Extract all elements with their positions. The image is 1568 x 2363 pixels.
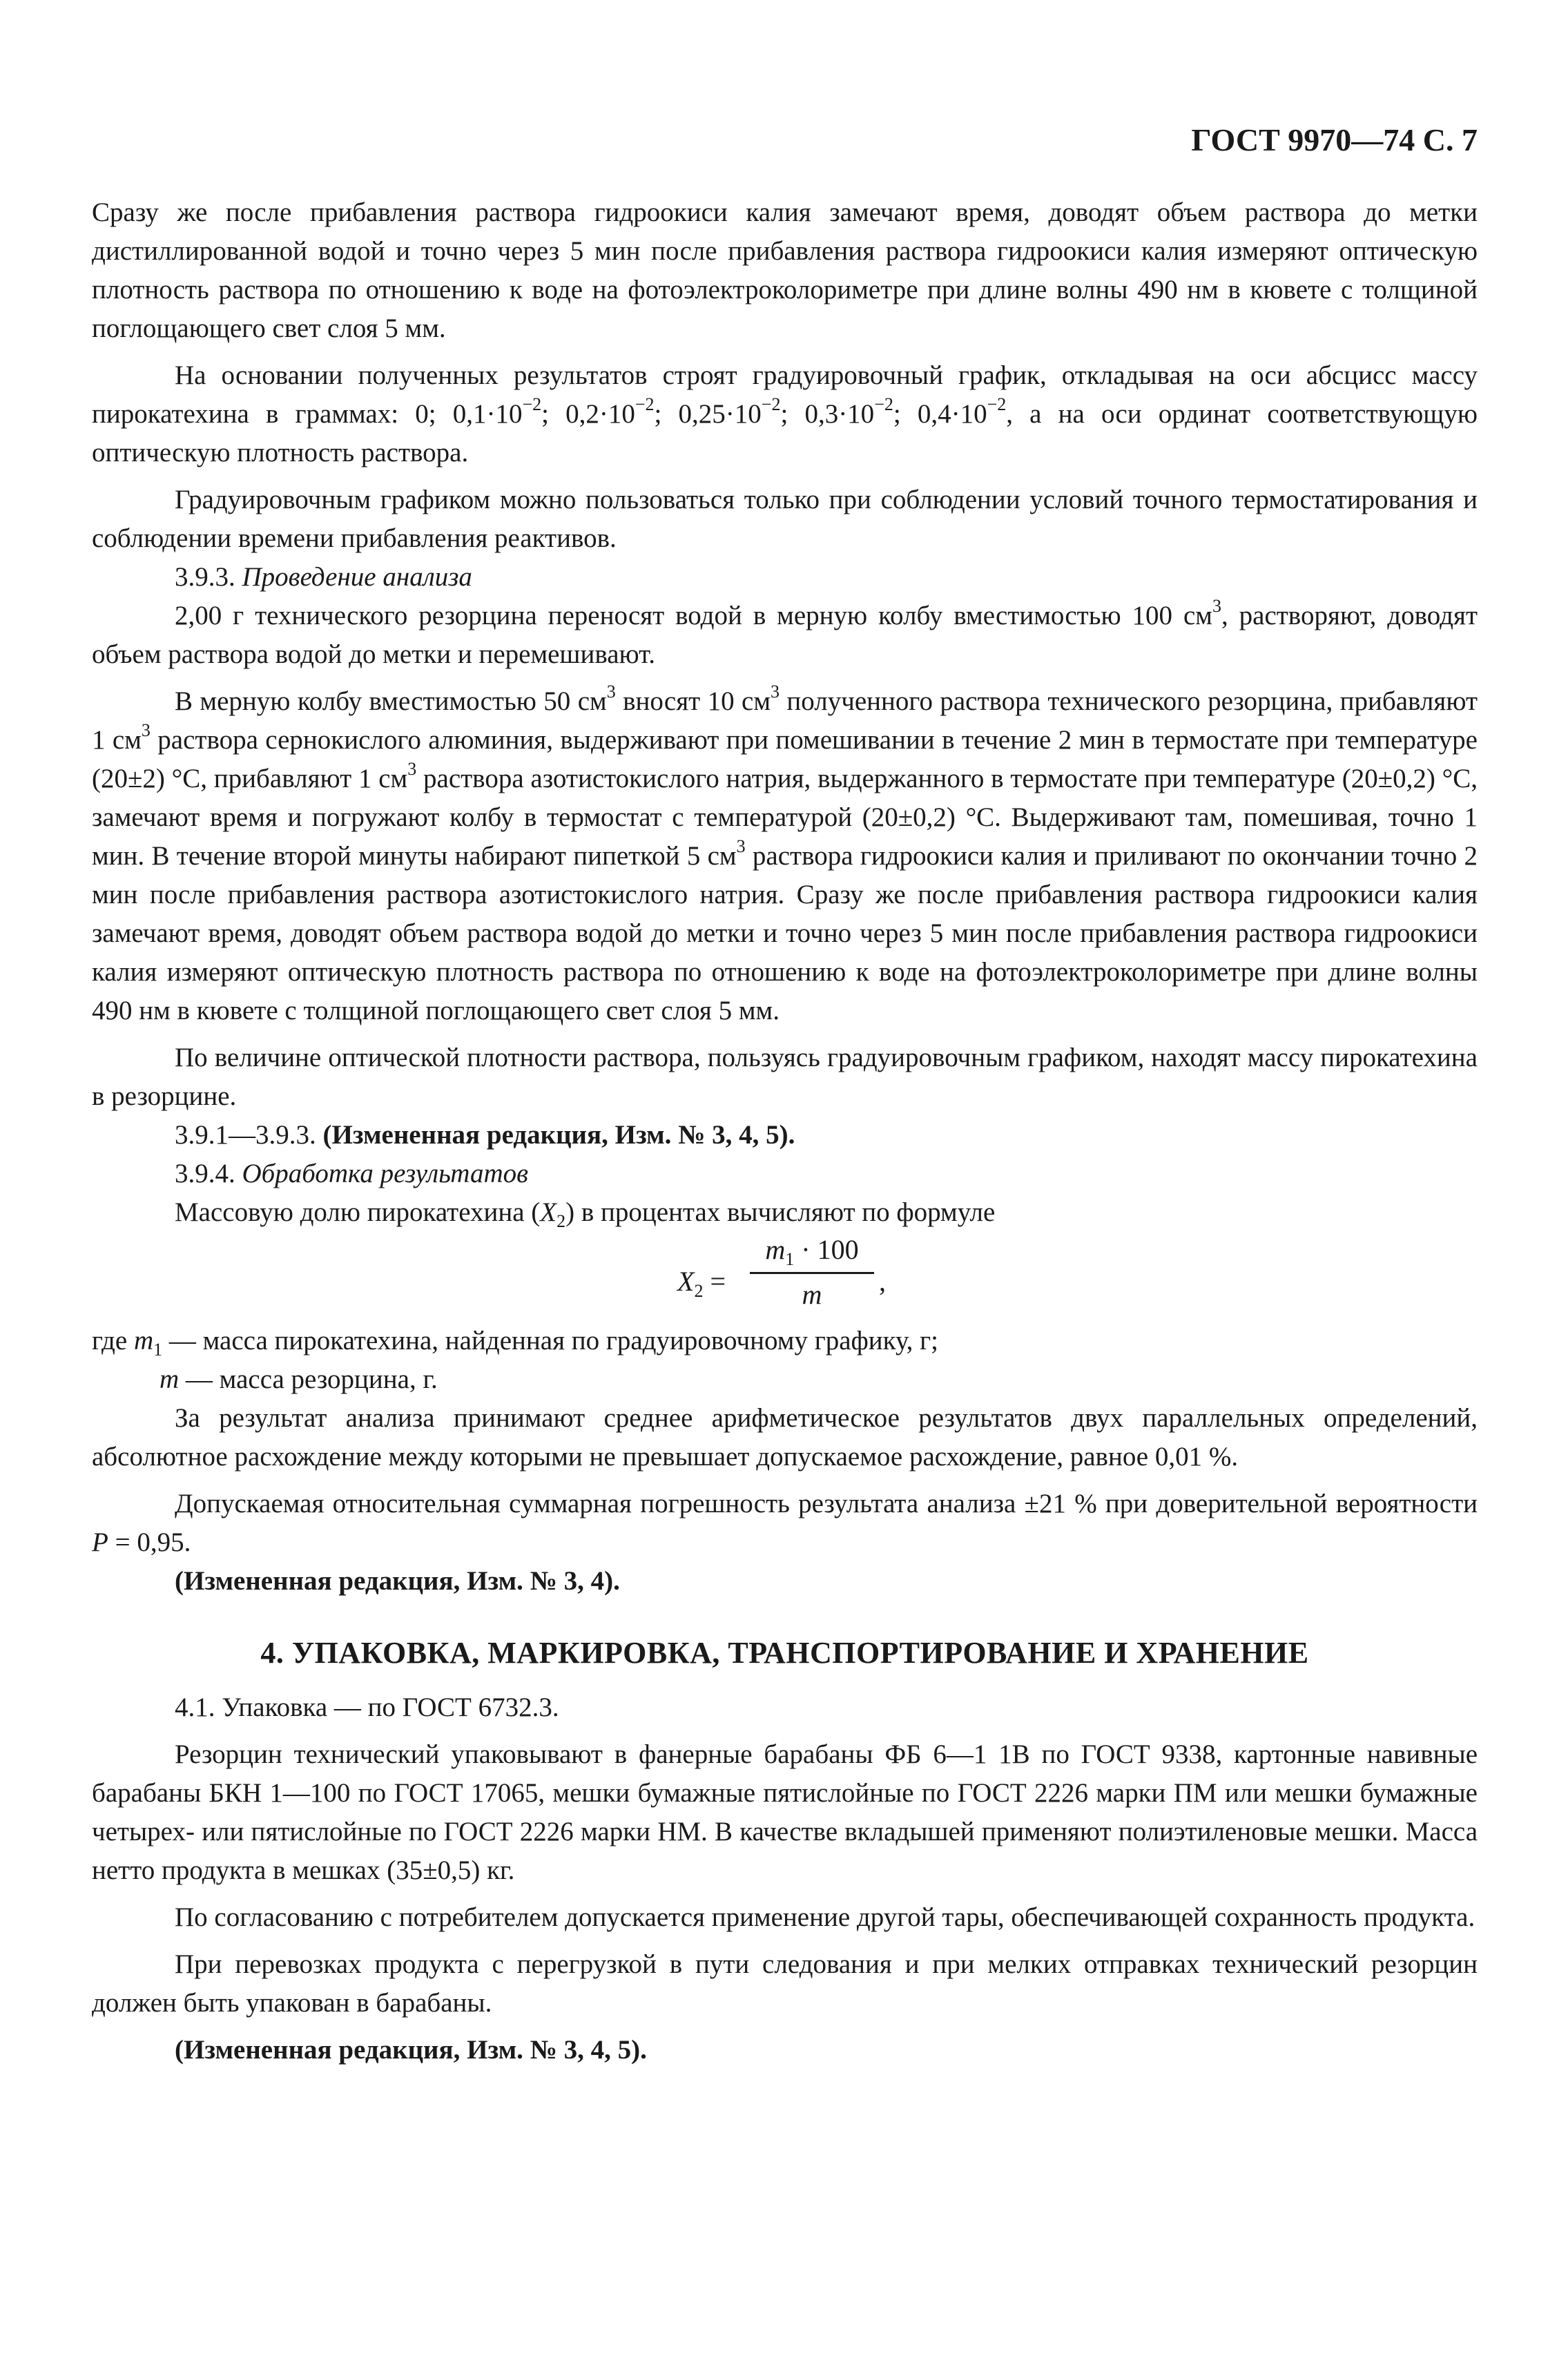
formula-fraction (750, 1232, 874, 1313)
paragraph-3: Градуировочным графиком можно пользоваться только при соблюдении условий точного термостатирования и соблюдении времени прибавления реактивов. (92, 485, 1478, 553)
formula-legend (92, 1322, 1478, 1399)
page-header: ГОСТ 9970—74 С. 7 (1191, 122, 1478, 157)
paragraph-15: При перевозках продукта с перегрузкой в пути следования и при мелких отправках технический резорцин должен быть упакован в барабаны. (92, 1949, 1478, 2018)
paragraph-8: Массовую долю пирокатехина $(X_2)$ в процентах вычисляют по формуле (175, 1197, 996, 1231)
formula-denominator: m (802, 1279, 822, 1310)
formula-numerator: $m_1 \cdot 100$ (765, 1234, 859, 1269)
paragraph-13: Резорцин технический упаковывают в фанерные барабаны ФБ 6—1 1В по ГОСТ 9338, картонные навивные барабаны БКН 1—100 по ГОСТ 17065, мешки бумажные пятислойные по ГОСТ 2226 марки ПМ или мешки бумажные четырех- или пятислойные по ГОСТ 2226 марки НМ. В качестве вкладышей применяют полиэтиленовые мешки. Масса нетто продукта в мешках (35±0,5) кг. (92, 1739, 1478, 1885)
paragraph-6: По величине оптической плотности раствора, пользуясь градуировочным графиком, находят массу пирокатехина в резорцине. (92, 1043, 1478, 1111)
paragraph-9: За результат анализа принимают среднее арифметическое результатов двух параллельных определений, абсолютное расхождение между которыми не превышает допускаемое расхождение, равное 0,01 %. (92, 1403, 1478, 1472)
section-3-9-4-heading: 3.9.4. Обработка результатов (175, 1159, 529, 1188)
paragraph-4: 2,00 г технического резорцина переносят водой в мерную колбу вместимостью 100 $см^3$, растворяют, доводят объем раствора водой до метки и перемешивают. (92, 596, 1478, 669)
paragraph-2: На основании полученных результатов строят градуировочный график, откладывая на оси абсцисс массу пирокатехина в граммах: 0; $0,1\cdot 10^{-2}$; $0,2\cdot 10^{-2}$; $0,25\cdot 10^{-2}$; $0,3\cdot 10^{-2}$; $0,4\cdot 10^{-2}$, а на оси ординат соответствующую оптическую плотность раствора. (92, 360, 1478, 467)
amendment-note-2: (Измененная редакция, Изм. № 3, 4). (175, 1566, 620, 1596)
legend-m: m — масса резорцина, г. (159, 1364, 438, 1394)
formula-lhs: $X_2$ = (677, 1266, 726, 1301)
section-3-9-3-heading: 3.9.3. Проведение анализа (175, 562, 472, 592)
document-body (92, 117, 1478, 2070)
section-4-heading: 4. УПАКОВКА, МАРКИРОВКА, ТРАНСПОРТИРОВАНИЕ И ХРАНЕНИЕ (260, 1636, 1309, 1670)
paragraph-5: В мерную колбу вместимостью 50 $см^3$ вносят 10 $см^3$ полученного раствора технического резорцина, прибавляют 1 $см^3$ раствора сернокислого алюминия, выдерживают при помешивании в течение 2 мин в термостате при температуре (20±2) °С, прибавляют 1 $см^3$ раствора азотистокислого натрия, выдержанного в термостате при температуре (20±0,2) °С, замечают время и погружают колбу в термостат с температурой (20±0,2) °С. Выдерживают там, помешивая, точно 1 мин. В течение второй минуты набирают пипеткой 5 $см^3$ раствора гидроокиси калия и приливают по окончании точно 2 мин после прибавления раствора азотистокислого натрия. Сразу же после прибавления раствора гидроокиси калия замечают время, доводят объем раствора водой до метки и точно через 5 мин после прибавления раствора гидроокиси калия измеряют оптическую плотность раствора по отношению к воде на фотоэлектроколориметре при длине волны 490 нм в кювете с толщиной поглощающего свет слоя 5 мм. (92, 682, 1478, 1025)
paragraph-14: По согласованию с потребителем допускается применение другой тары, обеспечивающей сохранность продукта. (175, 1902, 1475, 1932)
amendment-note-3: (Измененная редакция, Изм. № 3, 4, 5). (175, 2035, 647, 2065)
fraction-bar (750, 1272, 874, 1274)
legend-m1: где $m_1$ — масса пирокатехина, найденная по градуировочному графику, г; (92, 1326, 938, 1360)
amendment-note-1: 3.9.1—3.9.3. (Измененная редакция, Изм. № 3, 4, 5). (175, 1120, 795, 1150)
formula (92, 1232, 1478, 1322)
paragraph-12: 4.1. Упаковка — по ГОСТ 6732.3. (175, 1692, 559, 1722)
formula-comma: , (879, 1266, 886, 1297)
paragraph-1: Сразу же после прибавления раствора гидроокиси калия замечают время, доводят объем раствора до метки дистиллированной водой и точно через 5 мин после прибавления раствора гидроокиси калия измеряют оптическую плотность раствора по отношению к воде на фотоэлектроколориметре при длине волны 490 нм в кювете с толщиной поглощающего свет слоя 5 мм. (92, 197, 1478, 343)
paragraph-10: Допускаемая относительная суммарная погрешность результата анализа ±21 % при доверительной вероятности P = 0,95. (92, 1489, 1478, 1557)
